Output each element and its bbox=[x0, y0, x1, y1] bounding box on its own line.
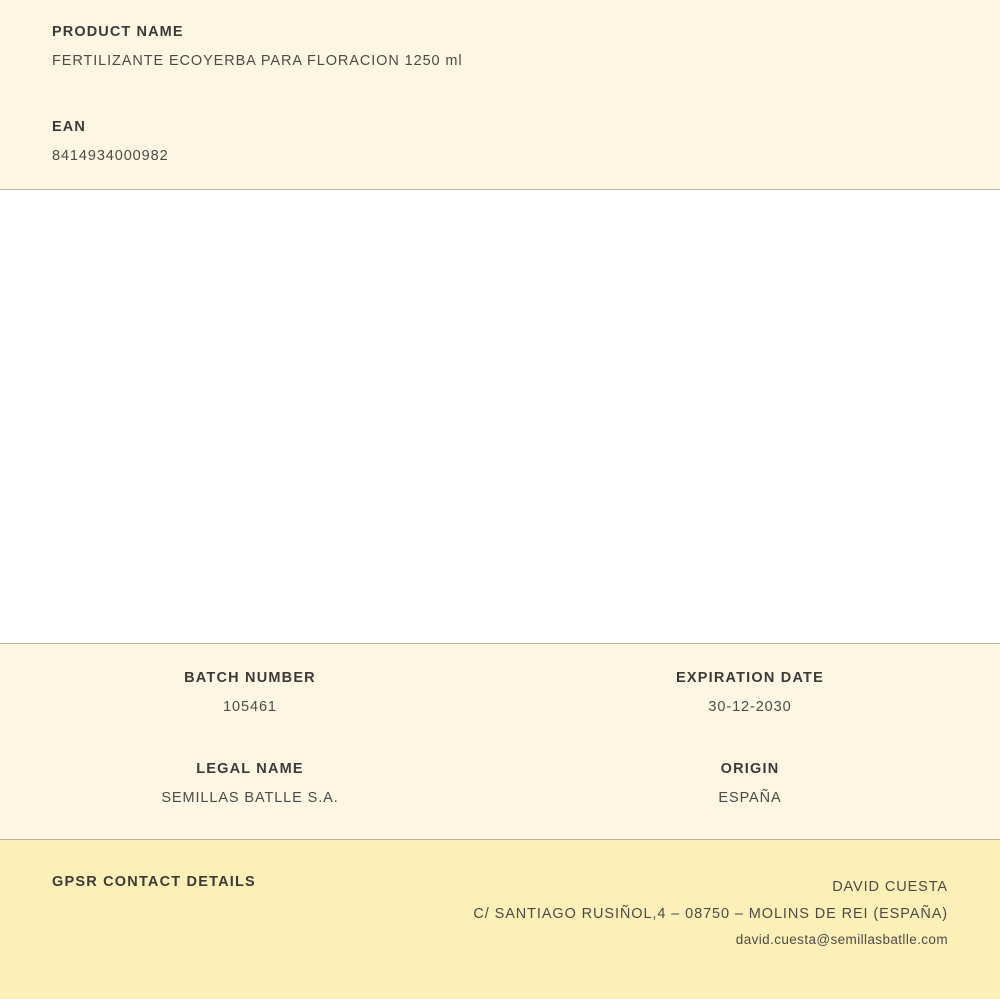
product-header-section bbox=[0, 0, 1000, 190]
batch-number-cell bbox=[0, 670, 500, 717]
origin-cell bbox=[500, 761, 1000, 808]
product-name-group bbox=[52, 24, 948, 71]
details-row bbox=[0, 670, 1000, 717]
expiration-date-value: 30-12-2030 bbox=[708, 699, 792, 716]
product-details-section bbox=[0, 644, 1000, 840]
product-image-area bbox=[0, 190, 1000, 644]
gpsr-contact-block bbox=[473, 874, 948, 953]
gpsr-title: GPSR CONTACT DETAILS bbox=[52, 874, 256, 890]
legal-name-value: SEMILLAS BATLLE S.A. bbox=[161, 790, 339, 807]
ean-value: 8414934000982 bbox=[52, 148, 169, 165]
expiration-date-label: EXPIRATION DATE bbox=[676, 670, 824, 686]
product-name-label: PRODUCT NAME bbox=[52, 24, 184, 40]
batch-number-value: 105461 bbox=[223, 699, 277, 716]
expiration-date-cell bbox=[500, 670, 1000, 717]
origin-value: ESPAÑA bbox=[718, 790, 782, 807]
gpsr-section bbox=[0, 840, 1000, 999]
batch-number-label: BATCH NUMBER bbox=[184, 670, 316, 686]
product-name-value: FERTILIZANTE ECOYERBA PARA FLORACION 1250 ml bbox=[52, 53, 463, 70]
gpsr-contact-name: DAVID CUESTA bbox=[832, 879, 948, 895]
origin-label: ORIGIN bbox=[720, 760, 780, 777]
ean-group bbox=[52, 119, 948, 166]
gpsr-contact-email[interactable]: david.cuesta@semillasbatlle.com bbox=[735, 931, 948, 947]
ean-label: EAN bbox=[52, 118, 86, 135]
legal-name-cell bbox=[0, 761, 500, 808]
legal-name-label: LEGAL NAME bbox=[196, 760, 304, 777]
gpsr-contact-address: C/ SANTIAGO RUSIÑOL,4 – 08750 – MOLINS DE REI (ESPAÑA) bbox=[473, 905, 948, 922]
details-row bbox=[0, 761, 1000, 808]
